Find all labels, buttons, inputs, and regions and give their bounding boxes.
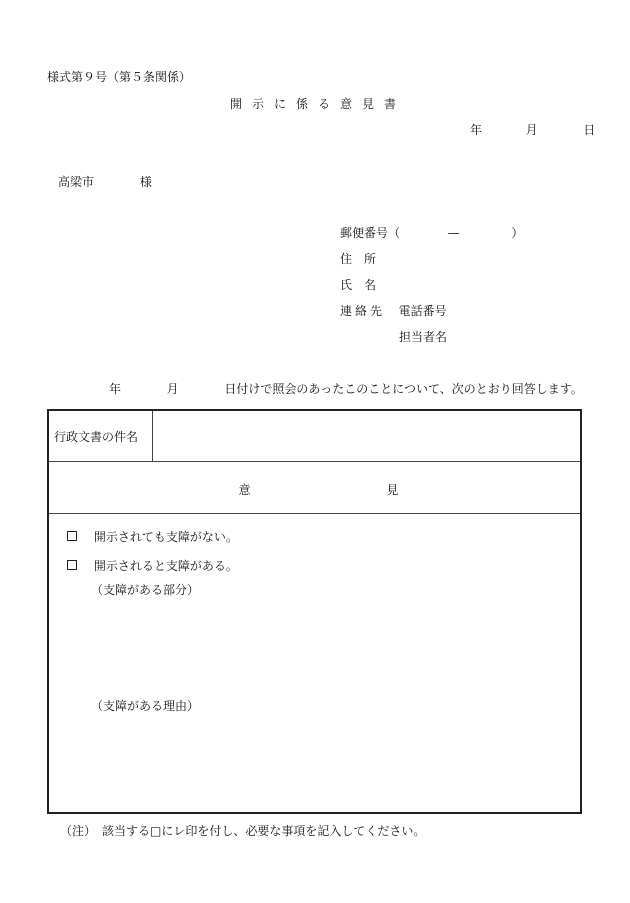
option-no-issue[interactable] (67, 528, 238, 545)
opinion-header-char-1: 意 (238, 483, 251, 497)
person-in-charge-label: 担当者名 (399, 330, 448, 344)
name-row (340, 276, 376, 293)
reply-text: 日付けで照会のあったこのことについて、次のとおり回答します。 (224, 382, 583, 396)
reply-month-label: 月 (166, 382, 179, 396)
checkbox-icon[interactable] (67, 560, 77, 570)
date-year-label: 年 (470, 123, 483, 137)
date-month-label: 月 (525, 123, 538, 137)
issue-part-label: （支障がある部分） (91, 583, 200, 597)
postal-code-label: 郵便番号（ (340, 226, 401, 240)
document-title: 開示に係る意見書 (229, 97, 406, 111)
reply-sentence (109, 380, 583, 397)
opinion-header-char-2: 見 (386, 483, 399, 497)
opinion-form-table (47, 409, 582, 814)
postal-code-row (340, 224, 523, 241)
reply-year-label: 年 (109, 382, 122, 396)
option-issue-label: 開示されると支障がある。 (93, 559, 238, 573)
phone-label: 電話番号 (398, 304, 447, 318)
contact-row (340, 302, 447, 319)
postal-code-close: ） (511, 226, 524, 240)
address-label: 住 所 (340, 252, 377, 266)
opinion-header-row (49, 462, 580, 514)
subject-row (49, 411, 580, 462)
addressee (58, 173, 152, 190)
addressee-name: 高梁市 (58, 175, 95, 189)
subject-divider (152, 411, 153, 462)
subject-label: 行政文書の件名 (54, 430, 139, 444)
date-line (470, 121, 595, 138)
checkbox-icon[interactable] (67, 531, 77, 541)
name-label: 氏 名 (340, 278, 377, 292)
subject-value-field[interactable] (161, 423, 571, 449)
opinion-header-label (49, 481, 580, 498)
addressee-honorific: 様 (139, 175, 152, 189)
option-no-issue-label: 開示されても支障がない。 (93, 530, 238, 544)
person-in-charge-row (399, 328, 447, 345)
postal-code-dash: — (447, 226, 460, 240)
footnote: （注） 該当する□にレ印を付し、必要な事項を記入してください。 (60, 824, 426, 838)
issue-reason-label: （支障がある理由） (91, 699, 200, 713)
contact-label: 連絡先 (340, 304, 386, 318)
address-row (340, 250, 376, 267)
form-number: 様式第９号（第５条関係） (47, 70, 192, 84)
option-issue[interactable] (67, 557, 238, 574)
date-day-label: 日 (583, 123, 596, 137)
